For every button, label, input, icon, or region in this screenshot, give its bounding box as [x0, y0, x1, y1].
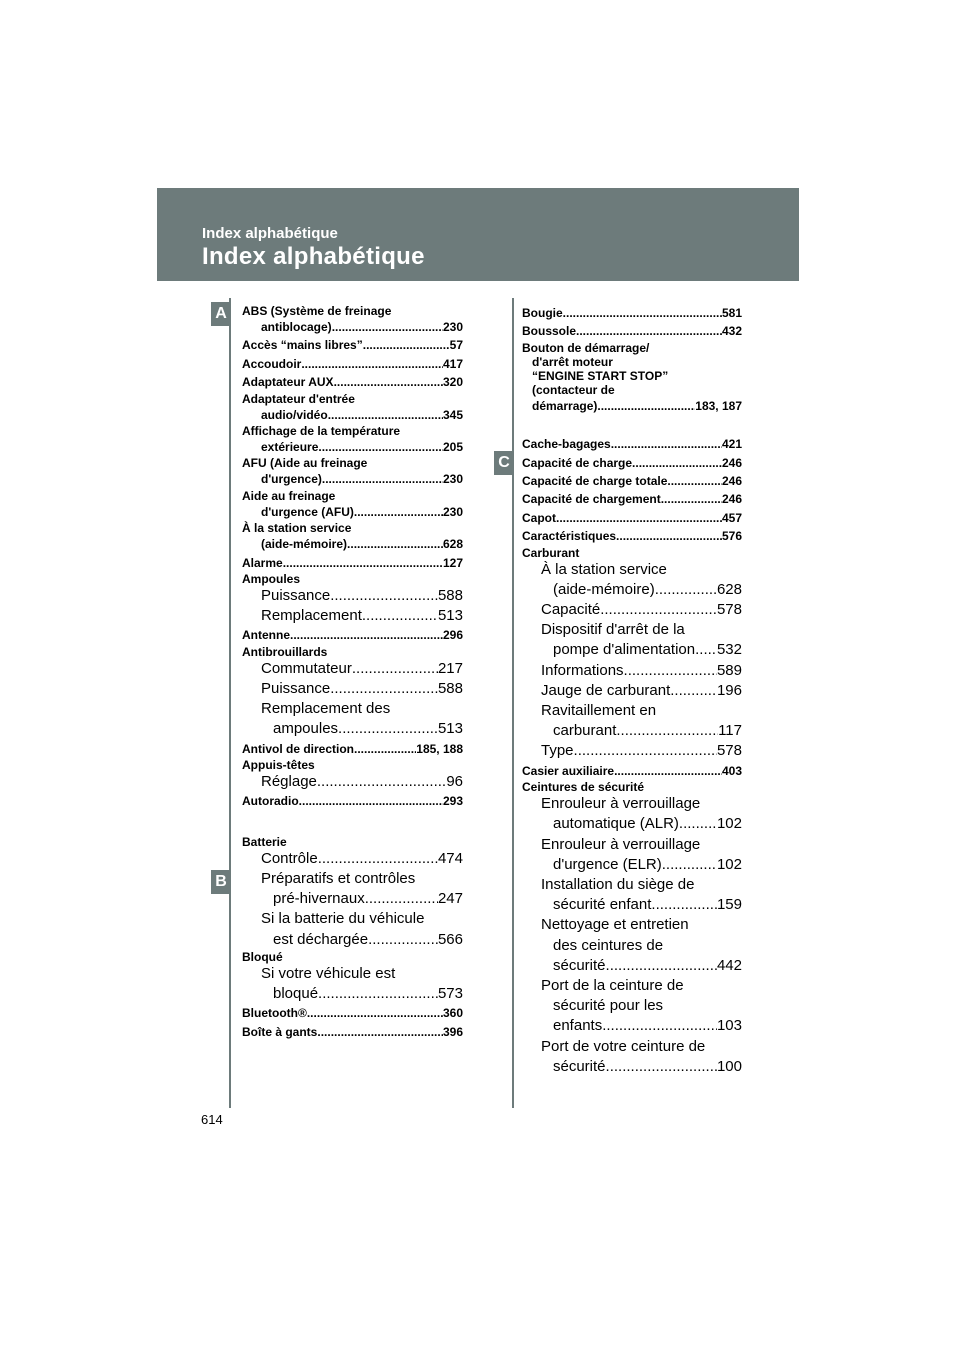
index-entry: Capacité de charge ..... 246 [522, 454, 742, 472]
index-subentry: Enrouleur à verrouillage [541, 835, 701, 853]
index-entry: Accoudoir ..... 417 [242, 355, 463, 373]
index-entry: Caractéristiques ..... 576 [522, 527, 742, 545]
index-subentry: carburant ..... 117 [522, 721, 742, 741]
index-subentry: d'urgence (ELR) ..... 102 [522, 855, 742, 875]
tab-letter-c: C [494, 451, 514, 475]
index-subentry: Capacité ..... 578 [522, 600, 742, 620]
index-subentry: À la station service [541, 560, 667, 578]
index-subentry: Remplacement ..... 513 [242, 606, 463, 626]
index-entry: Boussole ..... 432 [522, 322, 742, 340]
index-entry: Adaptateur d'entrée [242, 391, 355, 406]
index-subentry: Puissance ..... 588 [242, 679, 463, 699]
page-title: Index alphabétique [202, 243, 425, 270]
section-header [157, 188, 799, 281]
index-subentry: Type ..... 578 [522, 741, 742, 761]
index-entry: Antibrouillards [242, 644, 328, 659]
index-entry: Ceintures de sécurité [522, 780, 645, 795]
index-entry: Capacité de chargement ..... 246 [522, 490, 742, 508]
index-subentry: Port de votre ceinture de [541, 1037, 706, 1055]
index-subentry: Préparatifs et contrôles [261, 869, 416, 887]
index-entry: extérieure ..... 205 [242, 438, 463, 456]
index-entry: Affichage de la température [242, 424, 401, 439]
index-entry: À la station service [242, 521, 352, 536]
index-entry: d'urgence (AFU) ..... 230 [242, 503, 463, 521]
index-subentry: enfants ..... 103 [522, 1016, 742, 1036]
index-entry: d'urgence) ..... 230 [242, 470, 463, 488]
index-subentry: pompe d'alimentation ..... 532 [522, 640, 742, 660]
index-subentry: est déchargée ..... 566 [242, 930, 463, 950]
index-entry: Bougie ..... 581 [522, 304, 742, 322]
index-subentry: bloqué ..... 573 [242, 984, 463, 1004]
index-subentry: Si votre véhicule est [261, 964, 396, 982]
index-column-right [522, 304, 742, 1077]
index-subentry: Remplacement des [261, 700, 391, 718]
index-subentry: sécurité ..... 442 [522, 956, 742, 976]
index-entry: Appuis-têtes [242, 758, 315, 773]
index-subentry: Installation du siège de [541, 875, 695, 893]
index-entry: Autoradio ..... 293 [242, 792, 463, 810]
index-entry: Capot ..... 457 [522, 509, 742, 527]
index-entry: Casier auxiliaire ..... 403 [522, 762, 742, 780]
index-subentry: Dispositif d'arrêt de la [541, 621, 685, 639]
index-subentry: Nettoyage et entretien [541, 916, 689, 934]
index-subentry: (aide-mémoire) ..... 628 [522, 580, 742, 600]
index-entry: d'arrêt moteur [532, 354, 613, 369]
index-subentry: Si la batterie du véhicule [261, 910, 425, 928]
index-entry: AFU (Aide au freinage [242, 456, 368, 471]
header-subtitle: Index alphabétique [202, 225, 338, 242]
index-entry: antiblocage) ..... 230 [242, 318, 463, 336]
index-entry: Cache-bagages ..... 421 [522, 435, 742, 453]
index-subentry: Enrouleur à verrouillage [541, 795, 701, 813]
index-subentry: Réglage ..... 96 [242, 772, 463, 792]
index-entry: Alarme ..... 127 [242, 554, 463, 572]
index-entry: Bloqué [242, 949, 283, 964]
index-subentry: sécurité enfant ..... 159 [522, 895, 742, 915]
index-subentry: Informations ..... 589 [522, 661, 742, 681]
index-entry: Capacité de charge totale ..... 246 [522, 472, 742, 490]
index-entry: “ENGINE START STOP” [532, 368, 669, 383]
index-entry: démarrage) ..... 183, 187 [522, 397, 742, 415]
tab-letter-b: B [211, 870, 231, 894]
index-subentry: sécurité ..... 100 [522, 1057, 742, 1077]
index-entry: audio/vidéo ..... 345 [242, 406, 463, 424]
index-entry: Antenne ..... 296 [242, 626, 463, 644]
right-column-rule [512, 298, 514, 1108]
tab-letter-a: A [211, 302, 231, 326]
index-entry: ABS (Système de freinage [242, 304, 392, 318]
index-entry: Bouton de démarrage/ [522, 340, 650, 355]
index-entry: Batterie [242, 834, 287, 849]
index-subentry: Puissance ..... 588 [242, 586, 463, 606]
index-entry: Accès “mains libres” ..... 57 [242, 336, 463, 354]
index-subentry: automatique (ALR) ..... 102 [522, 814, 742, 834]
index-subentry: sécurité pour les [553, 997, 664, 1015]
index-subentry: Contrôle ..... 474 [242, 849, 463, 869]
index-entry: (contacteur de [532, 382, 615, 397]
index-subentry: ampoules ..... 513 [242, 719, 463, 739]
page-number: 614 [201, 1112, 223, 1127]
index-subentry: des ceintures de [553, 936, 664, 954]
index-entry: Bluetooth® ..... 360 [242, 1004, 463, 1022]
index-entry: Aide au freinage [242, 488, 336, 503]
index-column-left [242, 304, 463, 1041]
index-entry: Adaptateur AUX ..... 320 [242, 373, 463, 391]
index-entry: Boîte à gants ..... 396 [242, 1023, 463, 1041]
index-entry: Antivol de direction ..... 185, 188 [242, 740, 463, 758]
index-subentry: Ravitaillement en [541, 702, 657, 720]
left-column-rule [229, 298, 231, 1108]
index-subentry: Jauge de carburant ..... 196 [522, 681, 742, 701]
index-entry: (aide-mémoire) ..... 628 [242, 535, 463, 553]
index-subentry: pré-hivernaux ..... 247 [242, 889, 463, 909]
index-subentry: Port de la ceinture de [541, 976, 684, 994]
index-subentry: Commutateur ..... 217 [242, 659, 463, 679]
index-entry: Carburant [522, 545, 580, 560]
index-entry: Ampoules [242, 572, 301, 587]
